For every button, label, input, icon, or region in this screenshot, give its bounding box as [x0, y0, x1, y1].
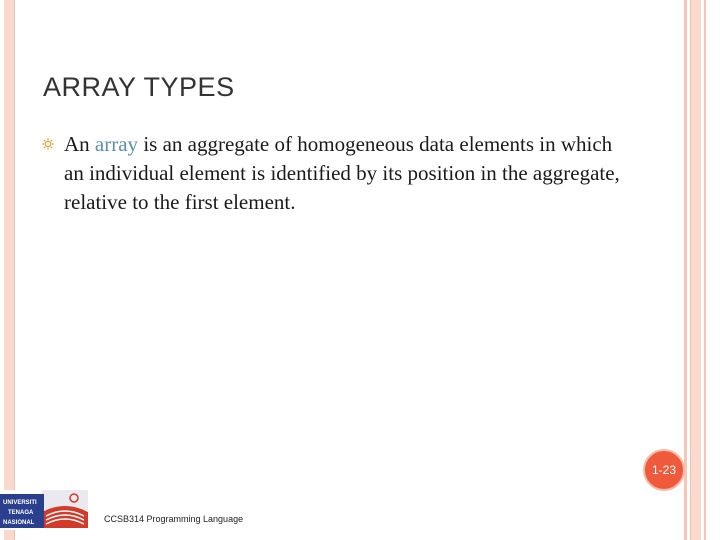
- uniten-logo: [0, 490, 90, 530]
- page-number-badge: 1-23: [643, 449, 685, 491]
- highlighted-term: array: [94, 132, 139, 156]
- right-border-line: [684, 0, 687, 540]
- logo-line-3: NASIONAL: [3, 520, 35, 526]
- right-border-decoration: [690, 0, 701, 540]
- left-border-decoration: [4, 0, 15, 540]
- sun-bullet-icon: [42, 137, 54, 149]
- footer-course-label: CCSB314 Programming Language: [104, 514, 244, 524]
- right-border-line-outer: [704, 0, 706, 540]
- slide-title: ARRAY TYPES: [43, 72, 235, 102]
- bullet-item: [42, 130, 622, 217]
- bullet-text: [64, 130, 622, 217]
- bullet-body: is an aggregate of homogeneous data elements in which an individual element is identified by its position in the aggregate, relative to the first element.: [64, 132, 620, 214]
- logo-line-2: TENAGA: [8, 510, 34, 516]
- bullet-prefix: An: [64, 132, 95, 156]
- logo-line-1: UNIVERSITI: [3, 500, 37, 506]
